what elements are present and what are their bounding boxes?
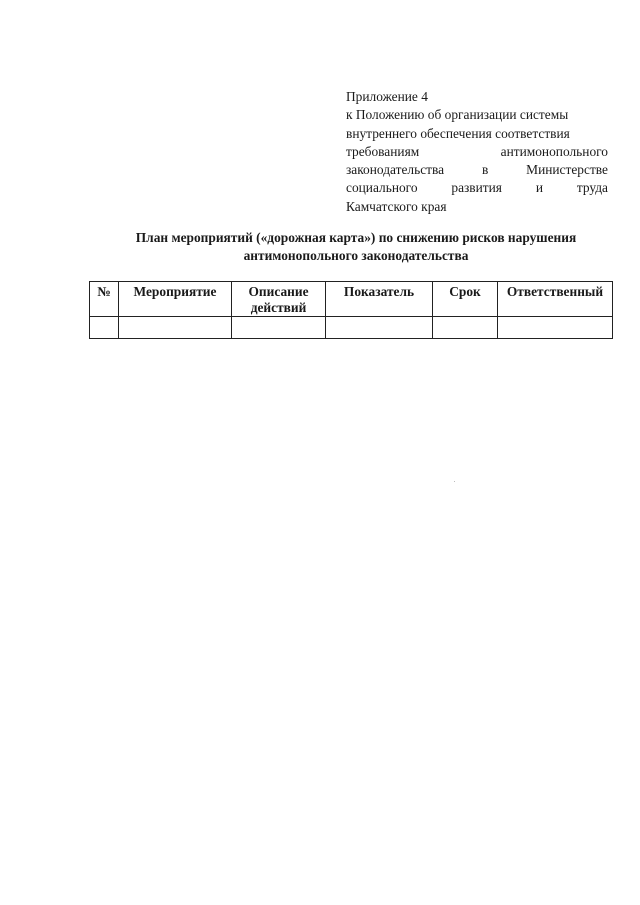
table-cell: [326, 317, 433, 339]
appendix-number: Приложение 4: [346, 89, 428, 104]
scan-speck: [454, 481, 455, 482]
table-row: [90, 317, 613, 339]
appendix-line-2: к Положению об организации системы: [346, 107, 569, 123]
appendix-line-3: внутреннего обеспечения соответствия: [346, 125, 570, 141]
document-title: [98, 229, 614, 264]
table-cell: [433, 317, 498, 339]
appendix-line-5: законодательства в Министерстве: [346, 162, 608, 178]
table-header-row: [90, 282, 613, 317]
table-cell: [119, 317, 232, 339]
appendix-note: [346, 88, 608, 216]
header-description: Описание действий: [232, 282, 326, 317]
table-cell: [498, 317, 613, 339]
header-responsible: Ответственный: [498, 282, 613, 317]
header-deadline: Срок: [433, 282, 498, 317]
table-cell: [232, 317, 326, 339]
title-line-2: антимонопольного законодательства: [243, 247, 469, 263]
appendix-line-7: Камчатского края: [346, 198, 447, 214]
title-line-1: План мероприятий («дорожная карта») по снижению рисков нарушения: [135, 230, 577, 245]
appendix-line-6: социального развития и труда: [346, 180, 608, 196]
table-cell: [90, 317, 119, 339]
header-activity: Мероприятие: [119, 282, 232, 317]
appendix-line-4: требованиям антимонопольного: [346, 143, 608, 159]
roadmap-table: [89, 281, 613, 339]
header-indicator: Показатель: [326, 282, 433, 317]
header-number: №: [90, 282, 119, 317]
